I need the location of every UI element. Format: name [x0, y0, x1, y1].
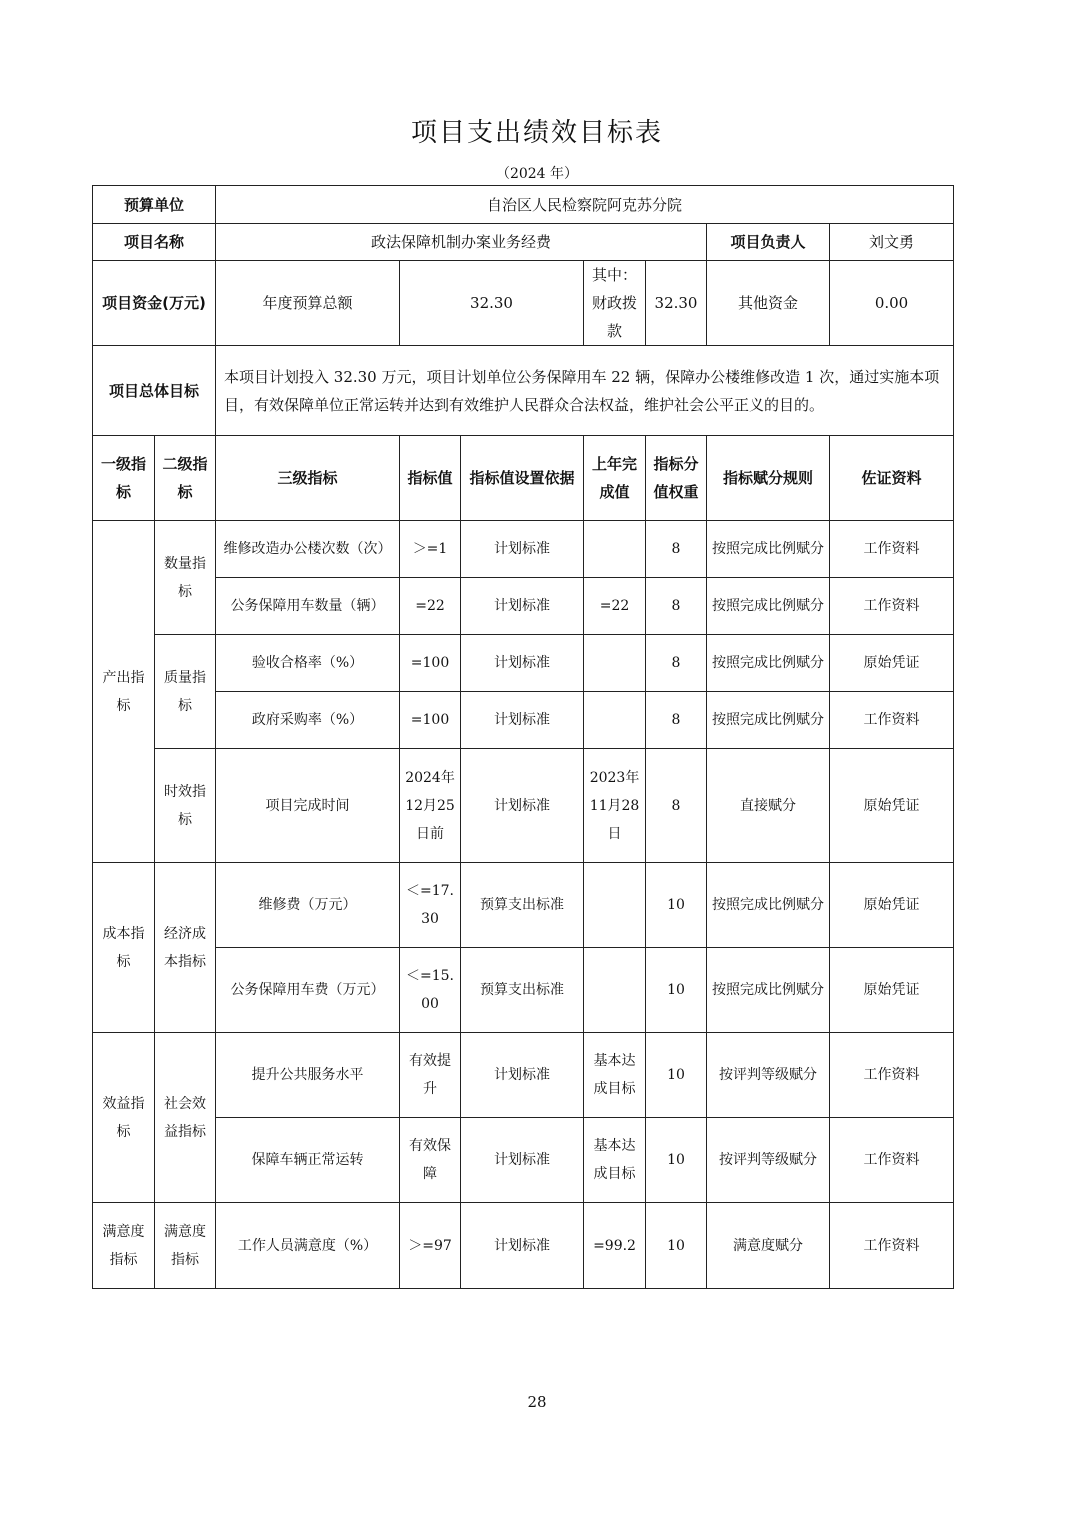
last-cell: =99.2 [584, 1203, 646, 1289]
project-value: 政法保障机制办案业务经费 [216, 224, 707, 261]
col-last: 上年完成值 [584, 436, 646, 521]
project-label: 项目名称 [93, 224, 216, 261]
basis-cell: 计划标准 [461, 749, 584, 863]
basis-cell: 计划标准 [461, 578, 584, 635]
leader-value: 刘文勇 [830, 224, 954, 261]
rule-cell: 按照完成比例赋分 [707, 521, 830, 578]
evidence-cell: 工作资料 [830, 1203, 954, 1289]
col-value: 指标值 [400, 436, 461, 521]
weight-cell: 8 [646, 578, 707, 635]
column-header-row [93, 436, 954, 521]
rule-cell: 按照完成比例赋分 [707, 948, 830, 1033]
last-cell: 基本达成目标 [584, 1118, 646, 1203]
evidence-cell: 原始凭证 [830, 749, 954, 863]
evidence-cell: 原始凭证 [830, 948, 954, 1033]
value-cell: ＞=1 [400, 521, 461, 578]
last-cell: 基本达成目标 [584, 1033, 646, 1118]
col-level2: 二级指标 [155, 436, 216, 521]
table-row [93, 1118, 954, 1203]
weight-cell: 10 [646, 863, 707, 948]
rule-cell: 按照完成比例赋分 [707, 692, 830, 749]
basis-cell: 计划标准 [461, 1118, 584, 1203]
table-row [93, 1033, 954, 1118]
table-row [93, 521, 954, 578]
weight-cell: 8 [646, 749, 707, 863]
last-cell [584, 863, 646, 948]
indicator-cell: 工作人员满意度（%） [216, 1203, 400, 1289]
table-row [93, 948, 954, 1033]
col-level3: 三级指标 [216, 436, 400, 521]
subgroup-economic: 经济成本指标 [155, 863, 216, 1033]
subgroup-quality: 质量指标 [155, 635, 216, 749]
page-title: 项目支出绩效目标表 [410, 118, 663, 148]
group-output: 产出指标 [93, 521, 155, 863]
fiscal-value: 32.30 [646, 261, 707, 346]
basis-cell: 计划标准 [461, 521, 584, 578]
weight-cell: 8 [646, 692, 707, 749]
evidence-cell: 原始凭证 [830, 635, 954, 692]
value-cell: 有效保障 [400, 1118, 461, 1203]
value-cell: ＞=97 [400, 1203, 461, 1289]
evidence-cell: 工作资料 [830, 1033, 954, 1118]
value-cell: 有效提升 [400, 1033, 461, 1118]
unit-row [93, 186, 954, 224]
year-label: （2024 年） [495, 166, 579, 182]
col-level1: 一级指标 [93, 436, 155, 521]
indicator-cell: 提升公共服务水平 [216, 1033, 400, 1118]
last-cell [584, 948, 646, 1033]
weight-cell: 8 [646, 521, 707, 578]
col-evidence: 佐证资料 [830, 436, 954, 521]
rule-cell: 直接赋分 [707, 749, 830, 863]
subgroup-quantity: 数量指标 [155, 521, 216, 635]
funds-row [93, 261, 954, 346]
group-satisfaction: 满意度指标 [93, 1203, 155, 1289]
weight-cell: 10 [646, 948, 707, 1033]
value-cell: =100 [400, 635, 461, 692]
last-cell: 2023年11月28日 [584, 749, 646, 863]
evidence-cell: 工作资料 [830, 692, 954, 749]
value-cell: =22 [400, 578, 461, 635]
annual-label: 年度预算总额 [216, 261, 400, 346]
indicator-cell: 维修改造办公楼次数（次） [216, 521, 400, 578]
rule-cell: 按照完成比例赋分 [707, 863, 830, 948]
indicator-cell: 保障车辆正常运转 [216, 1118, 400, 1203]
weight-cell: 8 [646, 635, 707, 692]
page-number: 28 [527, 1393, 547, 1411]
other-value: 0.00 [830, 261, 954, 346]
indicator-cell: 公务保障用车数量（辆） [216, 578, 400, 635]
indicator-cell: 政府采购率（%） [216, 692, 400, 749]
unit-value: 自治区人民检察院阿克苏分院 [216, 186, 954, 224]
weight-cell: 10 [646, 1203, 707, 1289]
fiscal-label: 其中：财政拨款 [584, 261, 646, 346]
col-weight: 指标分值权重 [646, 436, 707, 521]
evidence-cell: 工作资料 [830, 521, 954, 578]
evidence-cell: 原始凭证 [830, 863, 954, 948]
value-cell: ＜=15.00 [400, 948, 461, 1033]
other-label: 其他资金 [707, 261, 830, 346]
value-cell: =100 [400, 692, 461, 749]
group-cost: 成本指标 [93, 863, 155, 1033]
goal-row [93, 346, 954, 436]
weight-cell: 10 [646, 1033, 707, 1118]
performance-table [92, 185, 954, 1289]
rule-cell: 按照完成比例赋分 [707, 578, 830, 635]
basis-cell: 计划标准 [461, 1033, 584, 1118]
goal-text: 本项目计划投入 32.30 万元，项目计划单位公务保障用车 22 辆，保障办公楼维修改造 1 次，通过实施本项目，有效保障单位正常运转并达到有效维护人民群众合法权益，维护社会公平正义的目的。 [216, 346, 954, 436]
subgroup-social: 社会效益指标 [155, 1033, 216, 1203]
indicator-cell: 公务保障用车费（万元） [216, 948, 400, 1033]
weight-cell: 10 [646, 1118, 707, 1203]
leader-label: 项目负责人 [707, 224, 830, 261]
goal-label: 项目总体目标 [93, 346, 216, 436]
subgroup-satisfaction: 满意度指标 [155, 1203, 216, 1289]
last-cell [584, 635, 646, 692]
indicator-cell: 项目完成时间 [216, 749, 400, 863]
basis-cell: 预算支出标准 [461, 948, 584, 1033]
table-row [93, 749, 954, 863]
rule-cell: 满意度赋分 [707, 1203, 830, 1289]
evidence-cell: 工作资料 [830, 1118, 954, 1203]
subgroup-timeliness: 时效指标 [155, 749, 216, 863]
table-row [93, 863, 954, 948]
rule-cell: 按评判等级赋分 [707, 1033, 830, 1118]
project-row [93, 224, 954, 261]
indicator-cell: 维修费（万元） [216, 863, 400, 948]
rule-cell: 按评判等级赋分 [707, 1118, 830, 1203]
table-row [93, 692, 954, 749]
value-cell: ＜=17.30 [400, 863, 461, 948]
annual-value: 32.30 [400, 261, 584, 346]
table-row [93, 1203, 954, 1289]
rule-cell: 按照完成比例赋分 [707, 635, 830, 692]
unit-label: 预算单位 [93, 186, 216, 224]
basis-cell: 计划标准 [461, 692, 584, 749]
table-row [93, 578, 954, 635]
last-cell [584, 521, 646, 578]
last-cell [584, 692, 646, 749]
value-cell: 2024年12月25日前 [400, 749, 461, 863]
funds-label: 项目资金(万元) [93, 261, 216, 346]
basis-cell: 计划标准 [461, 635, 584, 692]
col-basis: 指标值设置依据 [461, 436, 584, 521]
col-rule: 指标赋分规则 [707, 436, 830, 521]
evidence-cell: 工作资料 [830, 578, 954, 635]
basis-cell: 预算支出标准 [461, 863, 584, 948]
group-benefit: 效益指标 [93, 1033, 155, 1203]
basis-cell: 计划标准 [461, 1203, 584, 1289]
table-row [93, 635, 954, 692]
last-cell: =22 [584, 578, 646, 635]
indicator-cell: 验收合格率（%） [216, 635, 400, 692]
